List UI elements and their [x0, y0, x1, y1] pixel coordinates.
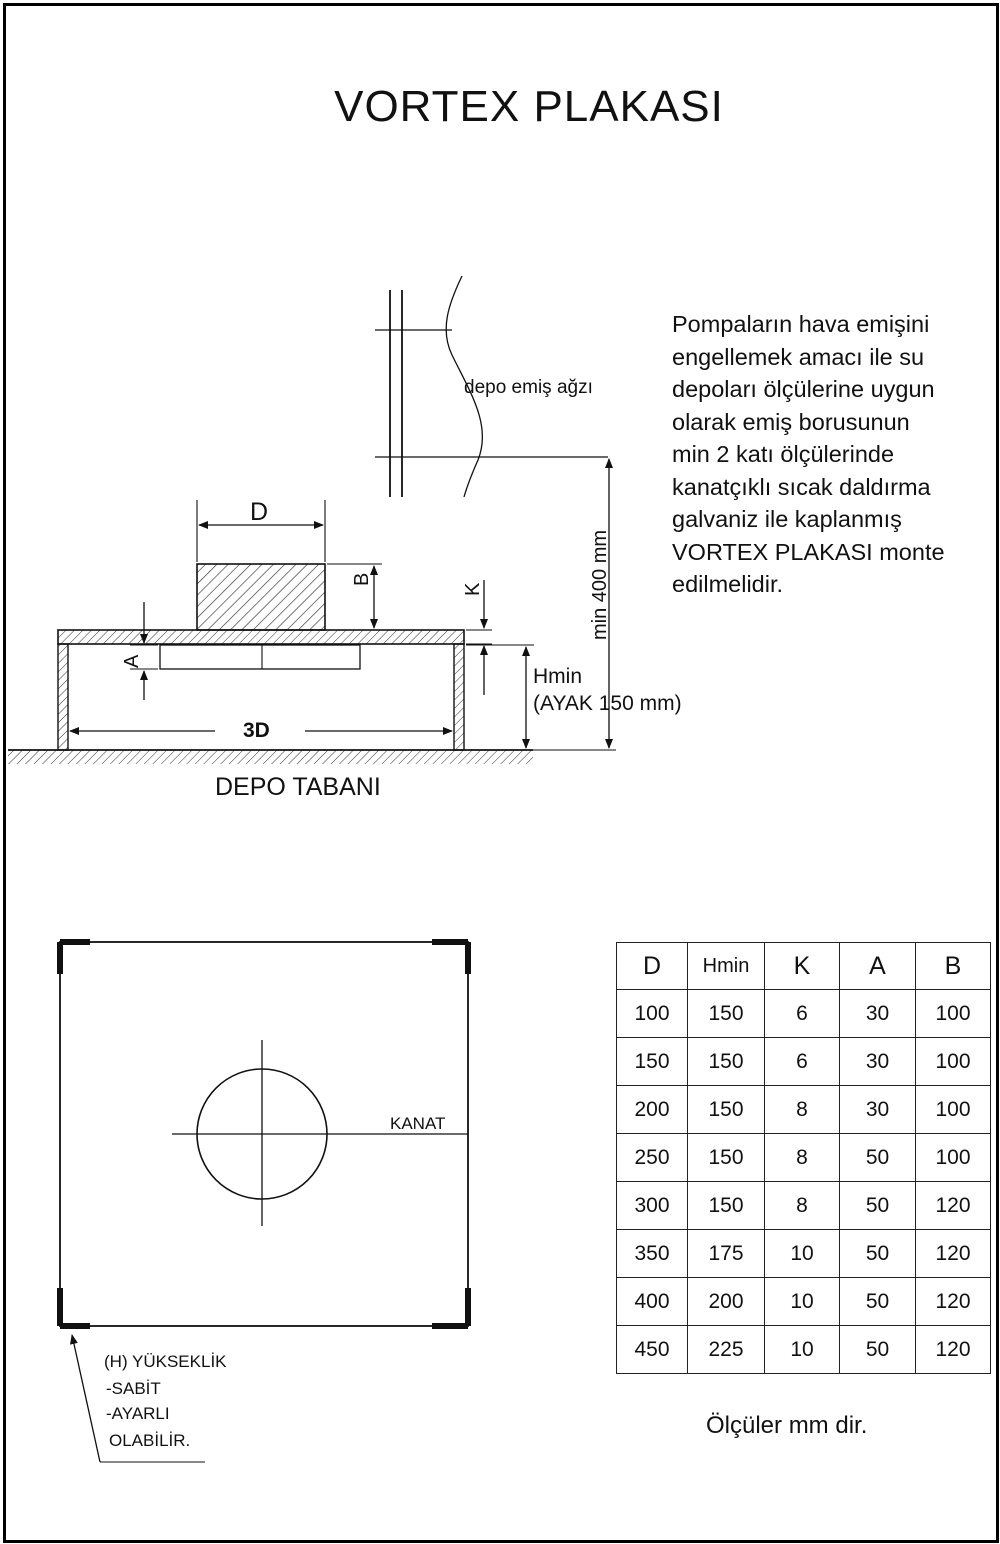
table-cell: 50 [840, 1230, 916, 1278]
dimensions-table [616, 942, 991, 1374]
table-cell: 100 [916, 1038, 991, 1086]
table-row [617, 1134, 991, 1182]
table-cell: 150 [688, 1134, 765, 1182]
dim-ayak-label: (AYAK 150 mm) [533, 692, 682, 715]
corner-foot [60, 942, 90, 974]
description-line: Pompaların hava emişini [672, 311, 930, 337]
description-line: galvaniz ile kaplanmış [672, 506, 902, 532]
description-line: olarak emiş borusunun [672, 408, 910, 435]
table-cell: 100 [916, 1086, 991, 1134]
units-note: Ölçüler mm dir. [706, 1412, 868, 1439]
table-cell: 8 [765, 1086, 840, 1134]
description-line: edilmelidir. [672, 571, 784, 597]
leg-left [58, 644, 68, 750]
height-note-line: -SABİT [106, 1379, 161, 1398]
table-cell: 200 [617, 1086, 688, 1134]
table-header: A [840, 943, 916, 990]
table-cell: 100 [916, 990, 991, 1038]
table-cell: 6 [765, 1038, 840, 1086]
table-row [617, 990, 991, 1038]
side-view [8, 276, 616, 764]
height-note-line: -AYARLI [106, 1404, 170, 1423]
table-cell: 150 [688, 1182, 765, 1230]
dim-min400-label: min 400 mm [589, 529, 611, 640]
description-line: depoları ölçülerine uygun [672, 376, 935, 402]
dim-d-label: D [250, 498, 269, 526]
leg-right [454, 644, 464, 750]
table-cell: 150 [617, 1038, 688, 1086]
table-cell: 300 [617, 1182, 688, 1230]
description-line: min 2 katı ölçülerinde [672, 441, 895, 467]
table-cell: 120 [916, 1278, 991, 1326]
floor-label: DEPO TABANI [215, 773, 381, 801]
table-cell: 50 [840, 1326, 916, 1374]
table-cell: 10 [765, 1230, 840, 1278]
table-row [617, 1086, 991, 1134]
table-header: B [916, 943, 991, 990]
dim-hmin-label: Hmin [533, 665, 583, 688]
table-cell: 400 [617, 1278, 688, 1326]
dim-b-label: B [351, 572, 373, 586]
table-cell: 100 [916, 1134, 991, 1182]
dim-3d-label: 3D [243, 719, 270, 742]
table-row [617, 1038, 991, 1086]
corner-foot [432, 1288, 468, 1326]
table-cell: 450 [617, 1326, 688, 1374]
table-cell: 120 [916, 1326, 991, 1374]
table-row [617, 1182, 991, 1230]
description-line: VORTEX PLAKASI monte [672, 538, 945, 565]
table-cell: 175 [688, 1230, 765, 1278]
table-cell: 150 [688, 1038, 765, 1086]
table-cell: 150 [688, 1086, 765, 1134]
description-line: engellemek amacı ile su [672, 343, 925, 370]
vortex-plate [58, 630, 464, 644]
wing-label: KANAT [390, 1114, 446, 1133]
dim-k-label: K [462, 582, 484, 596]
table-cell: 250 [617, 1134, 688, 1182]
table-cell: 6 [765, 990, 840, 1038]
table-cell: 150 [688, 990, 765, 1038]
page-title: VORTEX PLAKASI [334, 82, 724, 131]
table-row [617, 1230, 991, 1278]
table-header: K [765, 943, 840, 990]
table-header: Hmin [688, 943, 765, 990]
table-cell: 100 [617, 990, 688, 1038]
table-cell: 30 [840, 1038, 916, 1086]
inlet-label: depo emiş ağzı [464, 377, 593, 398]
dim-a-label: A [121, 654, 143, 668]
table-cell: 120 [916, 1230, 991, 1278]
table-cell: 10 [765, 1326, 840, 1374]
table-cell: 120 [916, 1182, 991, 1230]
table-cell: 8 [765, 1134, 840, 1182]
table-cell: 350 [617, 1230, 688, 1278]
table-cell: 200 [688, 1278, 765, 1326]
table-row [617, 1278, 991, 1326]
corner-foot [432, 942, 468, 974]
height-note-line: (H) YÜKSEKLİK [104, 1352, 227, 1371]
table-header: D [617, 943, 688, 990]
table-cell: 50 [840, 1278, 916, 1326]
description-line: kanatçıklı sıcak daldırma [672, 473, 931, 500]
table-row [617, 1326, 991, 1374]
table-cell: 30 [840, 990, 916, 1038]
table-cell: 50 [840, 1182, 916, 1230]
table-cell: 50 [840, 1134, 916, 1182]
corner-foot [60, 1288, 90, 1326]
table-cell: 10 [765, 1278, 840, 1326]
height-note-line: OLABİLİR. [109, 1431, 191, 1450]
table-cell: 30 [840, 1086, 916, 1134]
height-note-leader [72, 1335, 100, 1462]
vortex-block [197, 564, 325, 630]
table-cell: 225 [688, 1326, 765, 1374]
vortex-wing [160, 645, 360, 669]
table-header-row [617, 943, 991, 990]
table-cell: 8 [765, 1182, 840, 1230]
tank-floor [8, 750, 533, 764]
